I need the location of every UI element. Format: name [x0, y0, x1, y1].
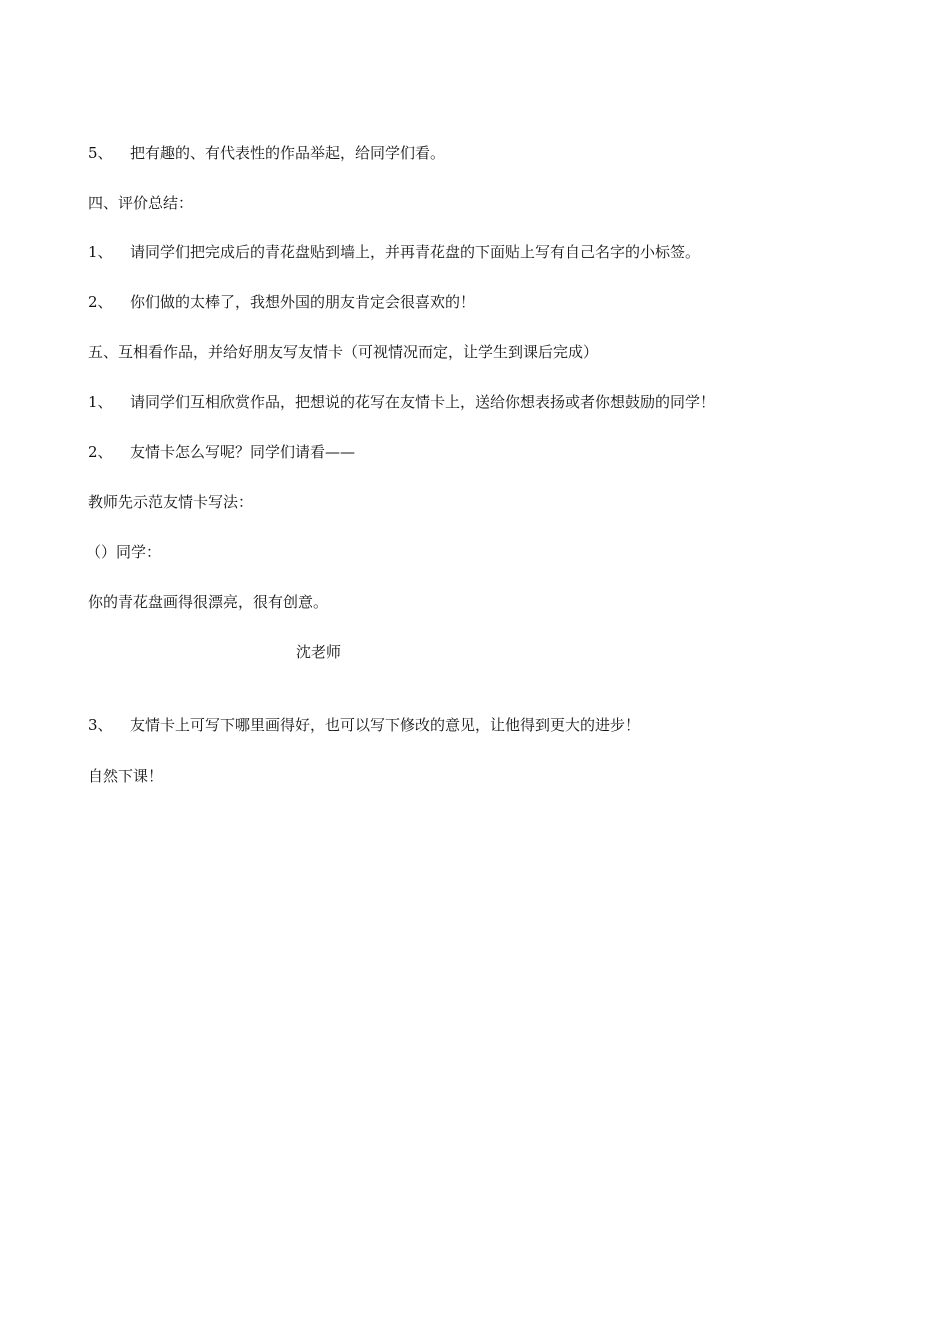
item-number: 1、: [88, 393, 113, 411]
list-item-1: [88, 392, 715, 412]
list-item-1: [88, 242, 700, 262]
item-text: 请同学们把完成后的青花盘贴到墙上，并再青花盘的下面贴上写有自己名字的小标签。: [130, 243, 701, 261]
heading-text: 四、评价总结：: [88, 194, 194, 212]
section-heading-friendship-card: [88, 342, 598, 362]
item-number: 1、: [88, 243, 113, 261]
list-item-5: [88, 143, 445, 163]
item-text: 友情卡上可写下哪里画得好，也可以写下修改的意见，让他得到更大的进步！: [130, 716, 641, 734]
list-item-3: [88, 715, 640, 735]
heading-text: 五、互相看作品，并给好朋友写友情卡（可视情况而定，让学生到课后完成）: [88, 343, 599, 361]
list-item-2: [88, 292, 475, 312]
card-signature: [296, 642, 341, 662]
signature-text: 沈老师: [296, 643, 342, 661]
section-heading-evaluation: [88, 193, 193, 213]
item-number: 2、: [88, 293, 113, 311]
paragraph-closing: [88, 766, 163, 786]
item-number: 2、: [88, 443, 113, 461]
item-text: 把有趣的、有代表性的作品举起，给同学们看。: [130, 144, 446, 162]
item-text: 你们做的太棒了，我想外国的朋友肯定会很喜欢的！: [130, 293, 476, 311]
item-text: 友情卡怎么写呢？同学们请看——: [130, 443, 356, 461]
paragraph-text: （）同学：: [86, 543, 162, 561]
paragraph-text: 自然下课！: [88, 767, 164, 785]
card-salutation: [86, 542, 161, 562]
list-item-2: [88, 442, 355, 462]
paragraph-demo-intro: [88, 492, 253, 512]
card-body: [88, 592, 328, 612]
item-text: 请同学们互相欣赏作品，把想说的花写在友情卡上，送给你想表扬或者你想鼓励的同学！: [130, 393, 716, 411]
item-number: 5、: [88, 144, 113, 162]
item-number: 3、: [88, 716, 113, 734]
paragraph-text: 你的青花盘画得很漂亮，很有创意。: [88, 593, 329, 611]
paragraph-text: 教师先示范友情卡写法：: [88, 493, 254, 511]
